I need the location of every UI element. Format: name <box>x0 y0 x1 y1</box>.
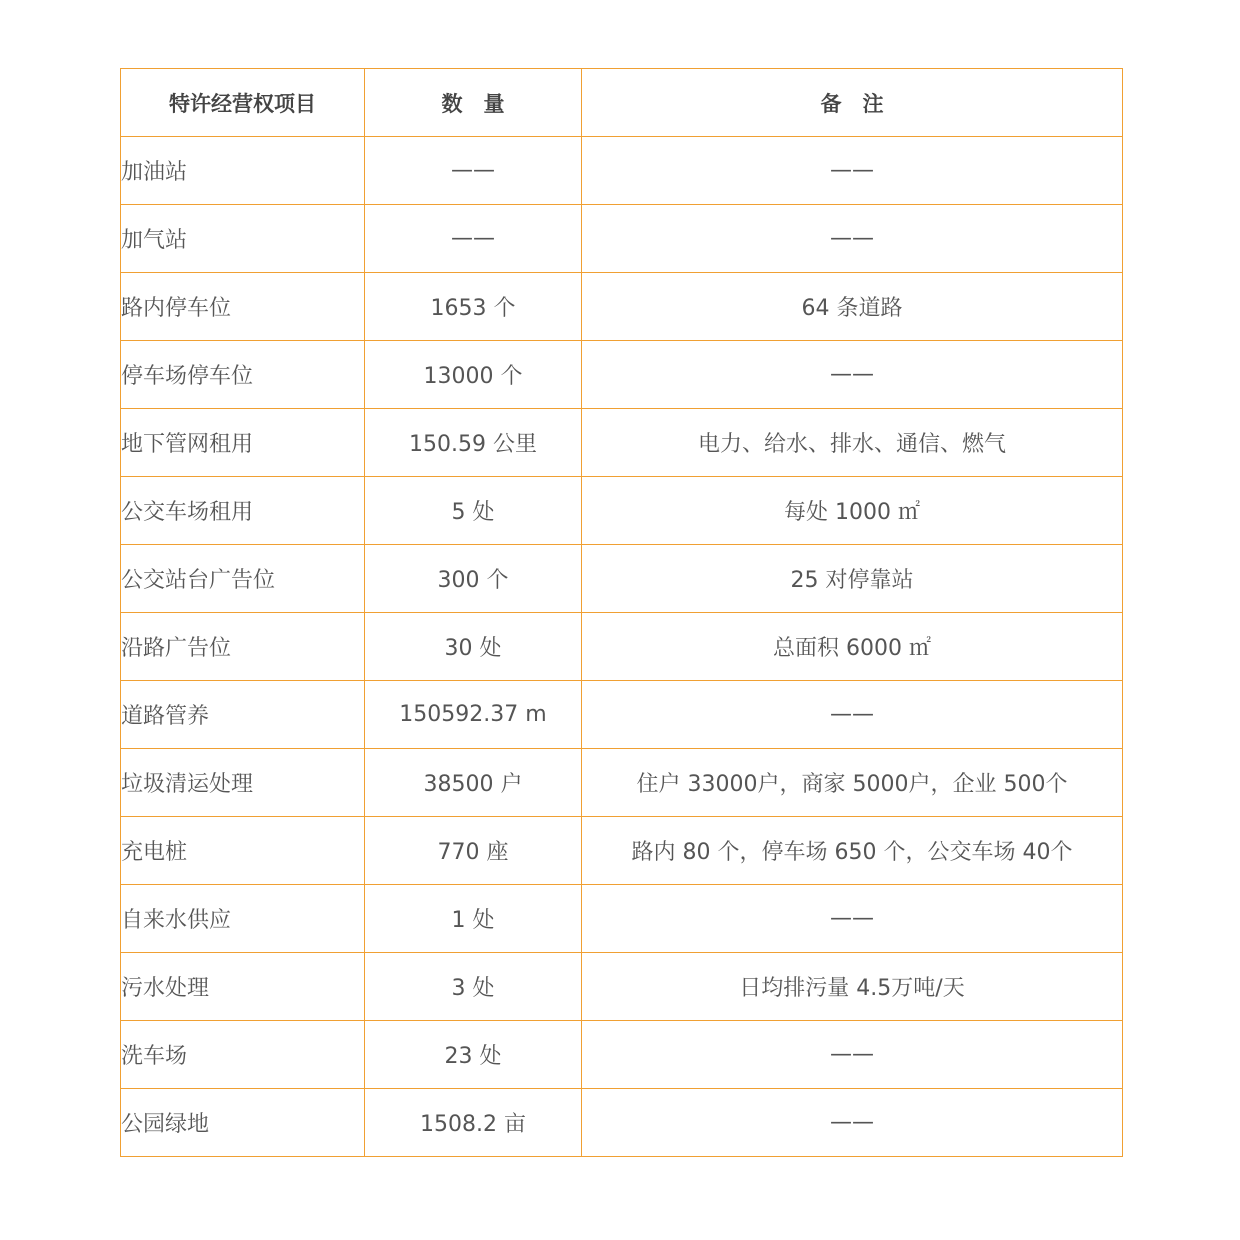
table-row <box>121 409 1123 477</box>
cell-item: 加气站 <box>121 205 365 273</box>
cell-note: —— <box>582 885 1123 953</box>
table-row <box>121 477 1123 545</box>
header-item: 特许经营权项目 <box>121 69 365 137</box>
cell-item: 充电桩 <box>121 817 365 885</box>
cell-note: —— <box>582 681 1123 749</box>
cell-note: —— <box>582 137 1123 205</box>
cell-quantity: 38500 户 <box>365 749 582 817</box>
cell-item: 加油站 <box>121 137 365 205</box>
cell-item: 路内停车位 <box>121 273 365 341</box>
cell-quantity: 23 处 <box>365 1021 582 1089</box>
cell-item: 道路管养 <box>121 681 365 749</box>
cell-quantity: —— <box>365 205 582 273</box>
table-row <box>121 341 1123 409</box>
cell-quantity: 13000 个 <box>365 341 582 409</box>
table-row <box>121 205 1123 273</box>
cell-note: —— <box>582 341 1123 409</box>
cell-item: 停车场停车位 <box>121 341 365 409</box>
cell-quantity: 1 处 <box>365 885 582 953</box>
cell-note: —— <box>582 1089 1123 1157</box>
cell-note: 每处 1000 ㎡ <box>582 477 1123 545</box>
cell-item: 公园绿地 <box>121 1089 365 1157</box>
cell-note: 25 对停靠站 <box>582 545 1123 613</box>
table-row <box>121 613 1123 681</box>
table-row <box>121 1089 1123 1157</box>
table-row <box>121 749 1123 817</box>
cell-item: 沿路广告位 <box>121 613 365 681</box>
table-row <box>121 273 1123 341</box>
cell-quantity: 770 座 <box>365 817 582 885</box>
cell-quantity: 1508.2 亩 <box>365 1089 582 1157</box>
cell-note: —— <box>582 1021 1123 1089</box>
cell-note: 日均排污量 4.5万吨/天 <box>582 953 1123 1021</box>
header-note: 备 注 <box>582 69 1123 137</box>
cell-item: 洗车场 <box>121 1021 365 1089</box>
header-row <box>121 69 1123 137</box>
cell-item: 垃圾清运处理 <box>121 749 365 817</box>
cell-quantity: 5 处 <box>365 477 582 545</box>
table-row <box>121 545 1123 613</box>
cell-quantity: 300 个 <box>365 545 582 613</box>
cell-note: 路内 80 个，停车场 650 个，公交车场 40个 <box>582 817 1123 885</box>
cell-note: 住户 33000户，商家 5000户，企业 500个 <box>582 749 1123 817</box>
header-quantity: 数 量 <box>365 69 582 137</box>
cell-note: —— <box>582 205 1123 273</box>
cell-quantity: 150592.37 m <box>365 681 582 749</box>
cell-note: 总面积 6000 ㎡ <box>582 613 1123 681</box>
table-row <box>121 137 1123 205</box>
table-row <box>121 817 1123 885</box>
cell-item: 自来水供应 <box>121 885 365 953</box>
cell-quantity: 30 处 <box>365 613 582 681</box>
cell-quantity: 150.59 公里 <box>365 409 582 477</box>
table-row <box>121 885 1123 953</box>
cell-note: 电力、给水、排水、通信、燃气 <box>582 409 1123 477</box>
cell-note: 64 条道路 <box>582 273 1123 341</box>
table-row <box>121 681 1123 749</box>
cell-item: 地下管网租用 <box>121 409 365 477</box>
franchise-table <box>120 68 1123 1157</box>
cell-item: 污水处理 <box>121 953 365 1021</box>
cell-quantity: 1653 个 <box>365 273 582 341</box>
cell-item: 公交站台广告位 <box>121 545 365 613</box>
table-row <box>121 953 1123 1021</box>
cell-item: 公交车场租用 <box>121 477 365 545</box>
cell-quantity: 3 处 <box>365 953 582 1021</box>
cell-quantity: —— <box>365 137 582 205</box>
table-row <box>121 1021 1123 1089</box>
